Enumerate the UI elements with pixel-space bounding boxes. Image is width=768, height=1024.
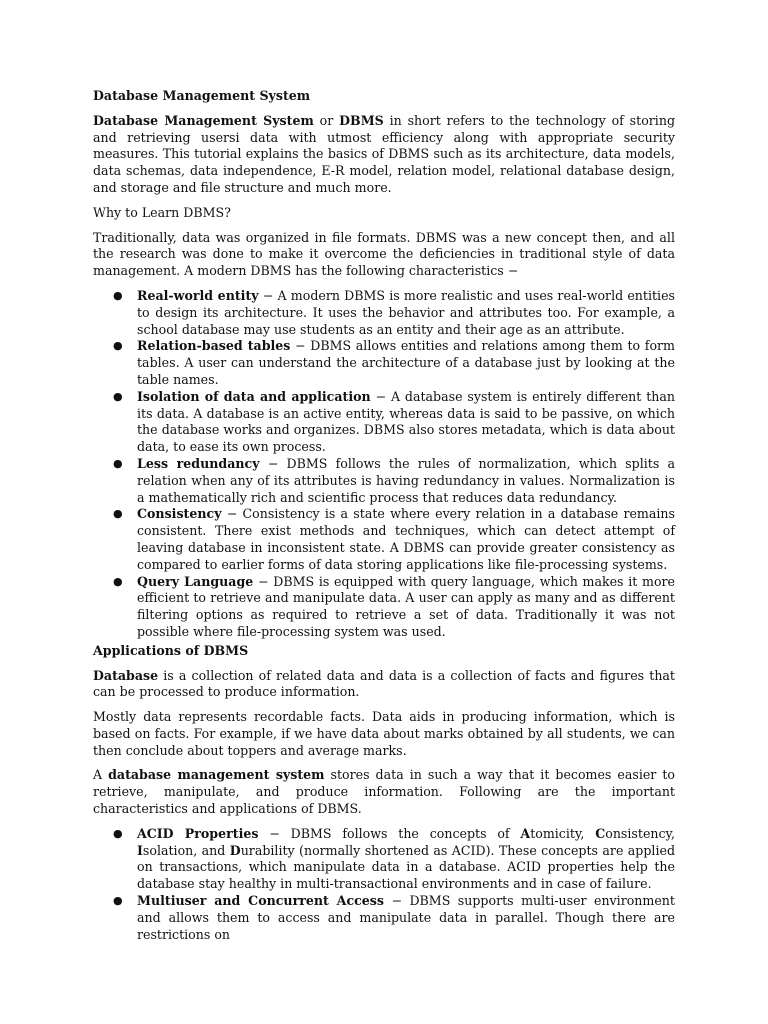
mostly-paragraph: Mostly data represents recordable facts. Data aids in producing information, which is based on facts. For example, if we have data about marks obtained by all students, we can then conclude about toppers and average marks. (93, 709, 675, 758)
applications-heading: Applications of DBMS (93, 642, 249, 658)
document-title: Database Management System (93, 88, 311, 103)
intro-bold-term: Database Management System (93, 112, 314, 128)
bullet-icon: ● (113, 574, 123, 588)
list-item: ● Isolation of data and application − A database system is entirely different than its data. A database is an active entity, whereas data is said to be passive, on which the database works and organizes. DBMS also stores metadata, which is data about data, to ease its own process. (113, 388, 676, 455)
why-heading: Why to Learn DBMS? (93, 204, 231, 220)
intro-paragraph: Database Management System or DBMS in short refers to the technology of storing and retrieving usersi data with utmost efficiency along with appropriate security measures. This tutorial explains the basics of DBMS such as its architecture, data models, data schemas, data independence, E-R model, relation model, relational database design, and storage and file structure and much more. (93, 112, 676, 195)
applications-list (93, 826, 675, 944)
list-item: ● Less redundancy − DBMS follows the rules of normalization, which splits a relation when any of its attributes is having redundancy in values. Normalization is a mathematically rich and scientific process that reduces data redundancy. (113, 455, 676, 505)
list-item: ● Consistency − Consistency is a state where every relation in a database remains consistent. There exist methods and techniques, which can detect attempt of leaving database in inconsistent state. A DBMS can provide greater consistency as compared to earlier forms of data storing applications like file-processing systems. (113, 506, 675, 572)
bullet-icon: ● (113, 507, 123, 521)
dbms-paragraph: A database management system stores data in such a way that it becomes easier to retrieve, manipulate, and produce information. Following are the important characteristics and applications of DBMS. (93, 767, 675, 817)
database-paragraph: Database is a collection of related data and data is a collection of facts and figures that can be processed to produce information. (93, 667, 675, 700)
list-item: ● Query Language − DBMS is equipped with query language, which makes it more efficient to retrieve and manipulate data. A user can apply as many and as different filtering options as required to retrieve a set of data. Traditionally it was not possible where file-processing system was used. (113, 573, 675, 639)
list-item: ● Relation-based tables − DBMS allows entities and relations among them to form tables. A user can understand the architecture of a database just by looking at the table names. (113, 338, 675, 387)
bullet-icon: ● (113, 339, 123, 353)
list-item: ● Real-world entity − A modern DBMS is more realistic and uses real-world entities to design its architecture. It uses the behavior and attributes too. For example, a school database may use students as an entity and their age as an attribute. (113, 287, 676, 337)
list-item: ● ACID Properties − DBMS follows the concepts of Atomicity, Consistency, Isolation, and Durability (normally shortened as ACID). These concepts are applied on transactions, which manipulate data in a database. ACID properties help the database stay healthy in multi-transactional environments and in case of failure. (113, 825, 676, 892)
characteristics-list (93, 288, 675, 641)
bullet-icon: ● (113, 288, 123, 302)
why-paragraph: Traditionally, data was organized in file formats. DBMS was a new concept then, and all the research was done to make it overcome the deficiencies in traditional style of data management. A modern DBMS has the following characteristics − (93, 229, 675, 279)
bullet-icon: ● (113, 389, 123, 403)
bullet-icon: ● (113, 894, 123, 908)
intro-bold-dbms: DBMS (339, 112, 384, 128)
bullet-icon: ● (113, 456, 123, 470)
document-body (93, 88, 675, 945)
bullet-icon: ● (113, 826, 123, 840)
list-item: ● Multiuser and Concurrent Access − DBMS supports multi-user environment and allows them to access and manipulate data in parallel. Though there are restrictions on (113, 893, 675, 942)
